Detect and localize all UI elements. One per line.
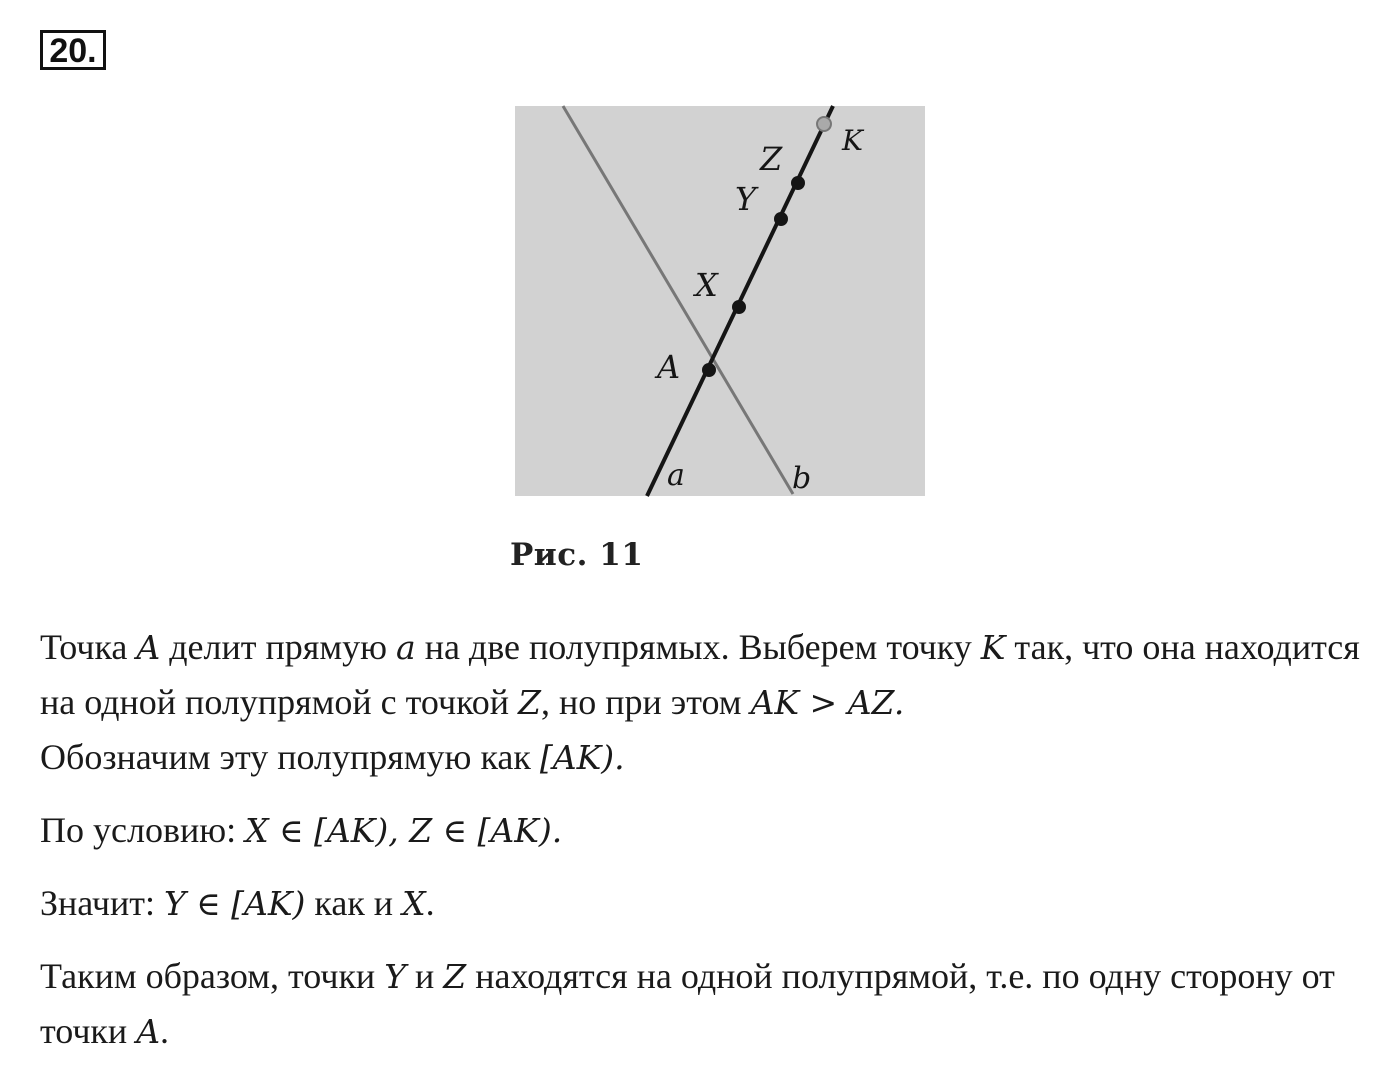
label-Z: Z bbox=[760, 140, 783, 178]
text-span: и bbox=[406, 956, 444, 996]
text-span: Точка bbox=[40, 627, 137, 667]
text-span: так, что она находится на одной полупрямой с точкой bbox=[40, 627, 1360, 722]
math-K: K bbox=[980, 628, 1006, 667]
label-Y: Y bbox=[735, 180, 757, 218]
text-span: Обозначим эту полупрямую как bbox=[40, 737, 540, 777]
paragraph-3 bbox=[40, 876, 1370, 931]
text-span: , но при этом bbox=[540, 682, 751, 722]
label-X: X bbox=[695, 266, 718, 304]
text-span: как и bbox=[305, 883, 403, 923]
label-K: K bbox=[842, 124, 863, 157]
task-number: 20. bbox=[40, 30, 106, 70]
math-expression: Y ∈ [AK) bbox=[163, 884, 306, 923]
text-span: Значит: bbox=[40, 883, 164, 923]
paragraph-2 bbox=[40, 803, 1370, 858]
math-inequality: AK > AZ. bbox=[750, 683, 905, 722]
math-Z: Z bbox=[518, 683, 541, 722]
text-span: По условию: bbox=[40, 810, 246, 850]
figure-drawing bbox=[485, 80, 955, 600]
paragraph-4 bbox=[40, 949, 1370, 1059]
point-X bbox=[732, 300, 746, 314]
math-expression: X ∈ [AK), Z ∈ [AK). bbox=[245, 811, 563, 850]
figure bbox=[485, 80, 955, 600]
point-Y bbox=[774, 212, 788, 226]
math-a: a bbox=[396, 628, 416, 667]
text-span: Таким образом, точки bbox=[40, 956, 385, 996]
math-Z: Z bbox=[443, 957, 467, 996]
label-a: a bbox=[667, 458, 685, 493]
text-span: на две полупрямых. Выберем точку bbox=[415, 627, 981, 667]
text-span: . bbox=[425, 883, 435, 923]
text-span: делит прямую bbox=[160, 627, 396, 667]
point-K bbox=[817, 117, 831, 131]
point-Z bbox=[791, 176, 805, 190]
label-b: b bbox=[792, 461, 812, 496]
solution-text bbox=[40, 620, 1370, 1077]
point-A bbox=[702, 363, 716, 377]
figure-caption: Рис. 11 bbox=[510, 537, 644, 573]
text-span: находятся на одной полупрямой, т.е. по одну сторону от точки bbox=[40, 956, 1335, 1051]
math-ray: [AK). bbox=[539, 738, 625, 777]
math-A: A bbox=[136, 628, 161, 667]
figure-background bbox=[515, 106, 925, 496]
paragraph-1 bbox=[40, 620, 1370, 785]
label-A: A bbox=[657, 348, 681, 386]
math-Y: Y bbox=[384, 957, 406, 996]
math-A: A bbox=[136, 1012, 161, 1051]
math-X: X bbox=[402, 884, 426, 923]
text-span: . bbox=[160, 1011, 170, 1051]
